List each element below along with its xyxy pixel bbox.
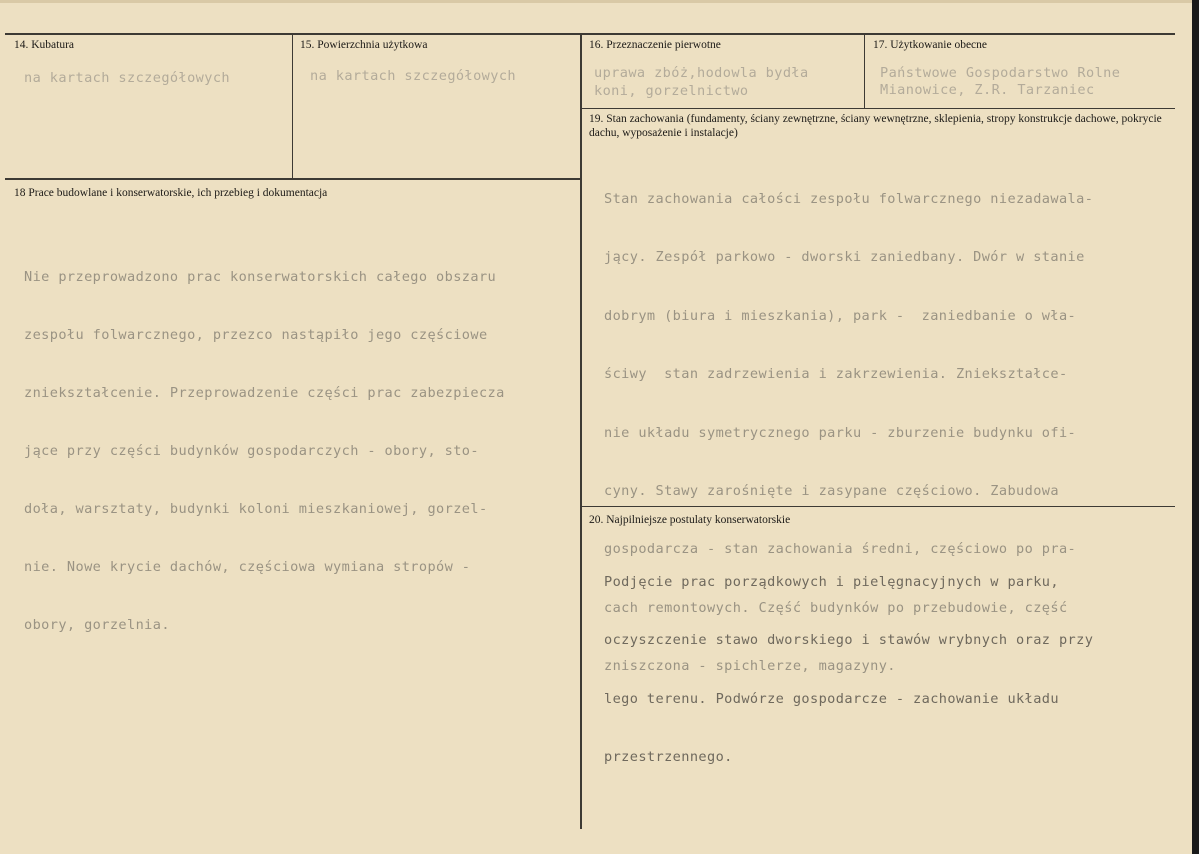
- field-18-line: obory, gorzelnia.: [24, 617, 170, 633]
- scan-right-edge: [1192, 0, 1199, 854]
- top-rule: [5, 33, 1175, 35]
- divider-16-17: [864, 33, 865, 109]
- field-20-line: oczyszczenie stawo dworskiego i stawów wrybnych oraz przy: [604, 632, 1094, 649]
- field-19-line: gospodarcza - stan zachowania średni, częściowo po pra-: [604, 541, 1077, 558]
- field-19-line: cyny. Stawy zarośnięte i zasypane częściowo. Zabudowa: [604, 482, 1059, 499]
- field-16-line-2: koni, gorzelnictwo: [594, 83, 749, 99]
- rule-under-16-17: [580, 108, 1175, 109]
- center-divider: [580, 33, 582, 829]
- field-14-value: na kartach szczegółowych: [24, 70, 231, 86]
- field-17-line-1: Państwowe Gospodarstwo Rolne: [880, 65, 1121, 81]
- field-18-line: zespołu folwarcznego, przezco nastąpiło jego częściowe: [24, 327, 488, 343]
- field-19-line: ściwy stan zadrzewienia i zakrzewienia. Zniekształce-: [604, 366, 1068, 383]
- field-18-text: [24, 232, 505, 670]
- field-14-label: 14. Kubatura: [14, 39, 75, 51]
- field-17-label: 17. Użytkowanie obecne: [873, 39, 988, 51]
- field-15-label: 15. Powierzchnia użytkowa: [300, 39, 428, 51]
- field-20-line: lego terenu. Podwórze gospodarcze - zachowanie układu: [604, 690, 1059, 707]
- field-16-line-1: uprawa zbóż,hodowla bydła: [594, 65, 809, 81]
- field-18-line: zniekształcenie. Przeprowadzenie części prac zabezpiecza: [24, 385, 505, 401]
- field-18-line: Nie przeprowadzono prac konserwatorskich całego obszaru: [24, 269, 497, 285]
- field-18-line: jące przy części budynków gospodarczych - obory, sto-: [24, 443, 479, 459]
- field-20-line: przestrzennego.: [604, 749, 733, 766]
- field-20-label: 20. Najpilniejsze postulaty konserwatorskie: [589, 514, 791, 526]
- field-15-value: na kartach szczegółowych: [310, 68, 517, 84]
- field-19-label: 19. Stan zachowania (fundamenty, ściany zewnętrzne, ściany wewnętrzne, sklepienia, stropy konstrukcje dachowe, pokrycie dachu, wyposażenie i instalacje): [589, 113, 1162, 139]
- field-19-line: cach remontowych. Część budynków po przebudowie, część: [604, 599, 1068, 616]
- field-19-line: nie układu symetrycznego parku - zburzenie budynku ofi-: [604, 424, 1077, 441]
- field-16-label: 16. Przeznaczenie pierwotne: [589, 39, 721, 51]
- field-20-line: Podjęcie prac porządkowych i pielęgnacyjnych w parku,: [604, 574, 1059, 590]
- card-top-edge: [0, 0, 1192, 3]
- field-19-line: zniszczona - spichlerze, magazyny.: [604, 658, 896, 675]
- field-19-line: dobrym (biura i mieszkania), park - zaniedbanie o wła-: [604, 307, 1077, 324]
- divider-14-15: [292, 33, 293, 179]
- field-18-line: doła, warsztaty, budynki koloni mieszkaniowej, gorzel-: [24, 501, 488, 517]
- field-18-label: 18 Prace budowlane i konserwatorskie, ich przebieg i dokumentacja: [14, 187, 328, 199]
- field-17-line-2: Mianowice, Z.R. Tarzaniec: [880, 82, 1095, 98]
- field-18-line: nie. Nowe krycie dachów, częściowa wymiana stropów -: [24, 559, 471, 575]
- field-20-text: [604, 537, 1093, 803]
- field-19-line: jący. Zespół parkowo - dworski zaniedbany. Dwór w stanie: [604, 249, 1085, 266]
- field-19-line: Stan zachowania całości zespołu folwarcznego niezadawala-: [604, 191, 1094, 207]
